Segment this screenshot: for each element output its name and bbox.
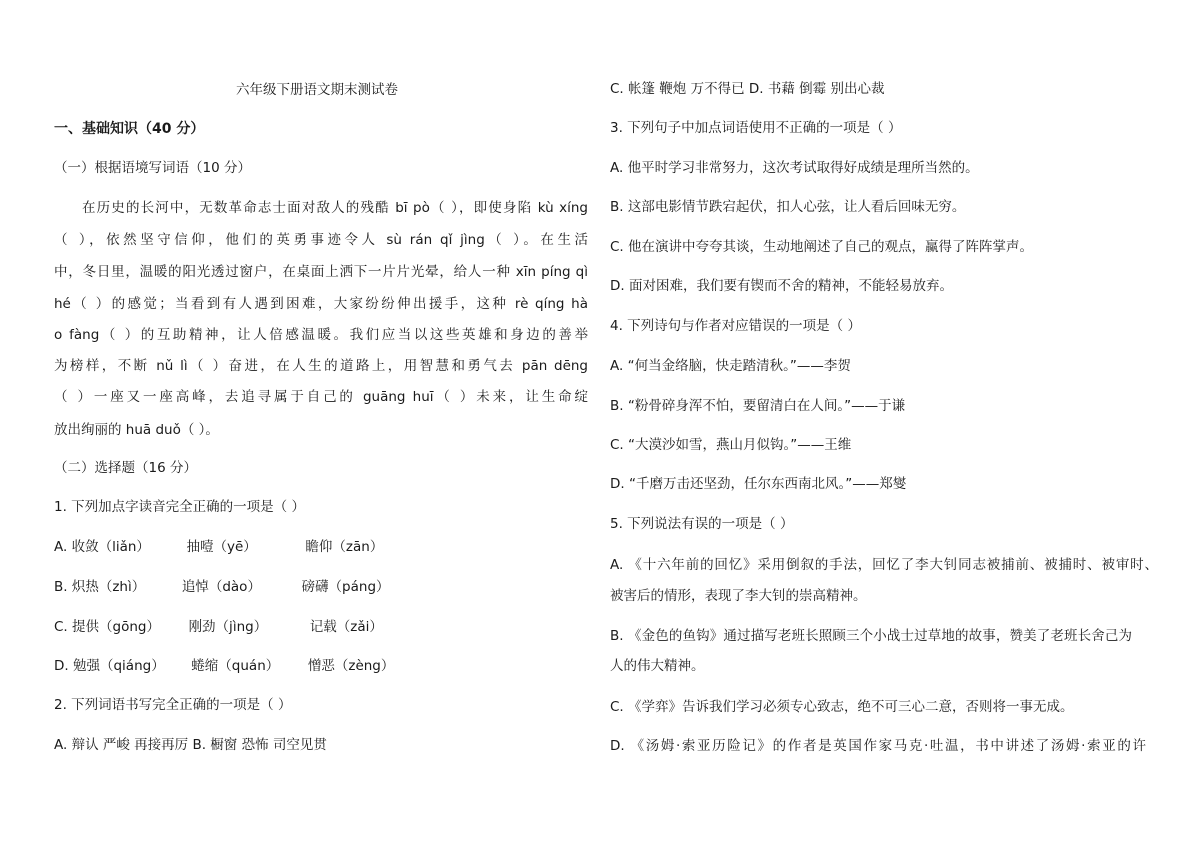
- passage-line-7: （ ）一座又一座高峰，去追寻属于自己的 guāng huī（ ）未来，让生命绽: [54, 389, 588, 405]
- passage-line-3: 中，冬日里，温暖的阳光透过窗户，在桌面上洒下一片片光晕，给人一种 xīn píng qì: [54, 264, 588, 280]
- q1-d-word-2: 蜷缩（quán）: [191, 658, 280, 674]
- q1-b-word-3: 磅礴（páng）: [301, 579, 390, 595]
- q5-option-a-line-1: A. 《十六年前的回忆》采用倒叙的手法，回忆了李大钊同志被捕前、被捕时、被审时、: [610, 557, 1158, 573]
- subsection-heading-multiple-choice: （二）选择题（16 分）: [54, 460, 197, 476]
- q4-option-a: A. “何当金络脑，快走踏清秋。”——李贺: [610, 358, 851, 374]
- q5-option-b-line-2: 人的伟大精神。: [610, 658, 705, 674]
- q4-option-b: B. “粉骨碎身浑不怕，要留清白在人间。”——于谦: [610, 398, 906, 414]
- passage-line-5: o fàng（ ）的互助精神，让人倍感温暖。我们应当以这些英雄和身边的善举: [54, 327, 588, 343]
- question-3: 3. 下列句子中加点词语使用不正确的一项是（ ）: [610, 120, 902, 136]
- passage-line-6: 为榜样，不断 nǔ lì（ ）奋进，在人生的道路上，用智慧和勇气去 pān dēng: [54, 358, 588, 374]
- q1-c-word-1: C. 提供（gōng）: [54, 619, 160, 635]
- q5-option-d: D. 《汤姆·索亚历险记》的作者是英国作家马克·吐温，书中讲述了汤姆·索亚的许: [610, 738, 1146, 754]
- subsection-heading-fill-words: （一）根据语境写词语（10 分）: [54, 160, 251, 176]
- q1-option-c: [54, 617, 383, 637]
- q1-a-word-3: 瞻仰（zān）: [305, 539, 384, 555]
- q1-c-word-2: 刚劲（jìng）: [188, 619, 268, 635]
- q5-option-a-line-2: 被害后的情形，表现了李大钊的崇高精神。: [610, 588, 867, 604]
- q3-option-c: C. 他在演讲中夸夸其谈，生动地阐述了自己的观点，赢得了阵阵掌声。: [610, 239, 1034, 255]
- question-4: 4. 下列诗句与作者对应错误的一项是（ ）: [610, 318, 861, 334]
- q1-option-d: [54, 656, 394, 676]
- q5-option-c: C. 《学弈》告诉我们学习必须专心致志，绝不可三心二意，否则将一事无成。: [610, 699, 1074, 715]
- page-title: 六年级下册语文期末测试卷: [236, 82, 398, 98]
- q1-d-word-3: 憎恶（zèng）: [307, 658, 395, 674]
- q1-a-word-2: 抽噎（yē）: [186, 539, 257, 555]
- q1-option-b: [54, 577, 390, 597]
- q1-b-word-1: B. 炽热（zhì）: [54, 579, 146, 595]
- question-5: 5. 下列说法有误的一项是（ ）: [610, 516, 794, 532]
- passage-line-1: 在历史的长河中，无数革命志士面对敌人的残酷 bī pò（ ），即使身陷 kù xíng: [82, 200, 588, 216]
- passage-line-8: 放出绚丽的 huā duǒ（ ）。: [54, 422, 219, 438]
- section-heading-basic-knowledge: 一、基础知识（40 分）: [54, 121, 205, 137]
- question-1: 1. 下列加点字读音完全正确的一项是（ ）: [54, 499, 305, 515]
- q1-a-word-1: A. 收敛（liǎn）: [54, 539, 150, 555]
- q4-option-d: D. “千磨万击还坚劲，任尔东西南北风。”——郑燮: [610, 476, 907, 492]
- q3-option-a: A. 他平时学习非常努力，这次考试取得好成绩是理所当然的。: [610, 160, 979, 176]
- q1-option-a: [54, 537, 383, 557]
- q4-option-c: C. “大漠沙如雪，燕山月似钩。”——王维: [610, 437, 852, 453]
- q1-c-word-3: 记载（zǎi）: [309, 619, 383, 635]
- q2-options-c-d: C. 帐篷 鞭炮 万不得已 D. 书藉 倒霉 别出心裁: [610, 81, 885, 97]
- question-2: 2. 下列词语书写完全正确的一项是（ ）: [54, 697, 292, 713]
- q1-d-word-1: D. 勉强（qiáng）: [54, 658, 165, 674]
- q1-b-word-2: 追悼（dào）: [181, 579, 261, 595]
- passage-line-2: （ ），依然坚守信仰，他们的英勇事迹令人 sù rán qǐ jìng（ ）。在生活: [54, 232, 588, 248]
- q3-option-d: D. 面对困难，我们要有锲而不舍的精神，不能轻易放弃。: [610, 278, 953, 294]
- q3-option-b: B. 这部电影情节跌宕起伏，扣人心弦，让人看后回味无穷。: [610, 199, 966, 215]
- passage-line-4: hé（ ）的感觉；当看到有人遇到困难，大家纷纷伸出援手，这种 rè qíng hà: [54, 296, 588, 312]
- q5-option-b-line-1: B. 《金色的鱼钩》通过描写老班长照顾三个小战士过草地的故事，赞美了老班长舍己为: [610, 628, 1132, 644]
- q2-options-a-b: A. 辩认 严峻 再接再厉 B. 橱窗 恐怖 司空见贯: [54, 737, 327, 753]
